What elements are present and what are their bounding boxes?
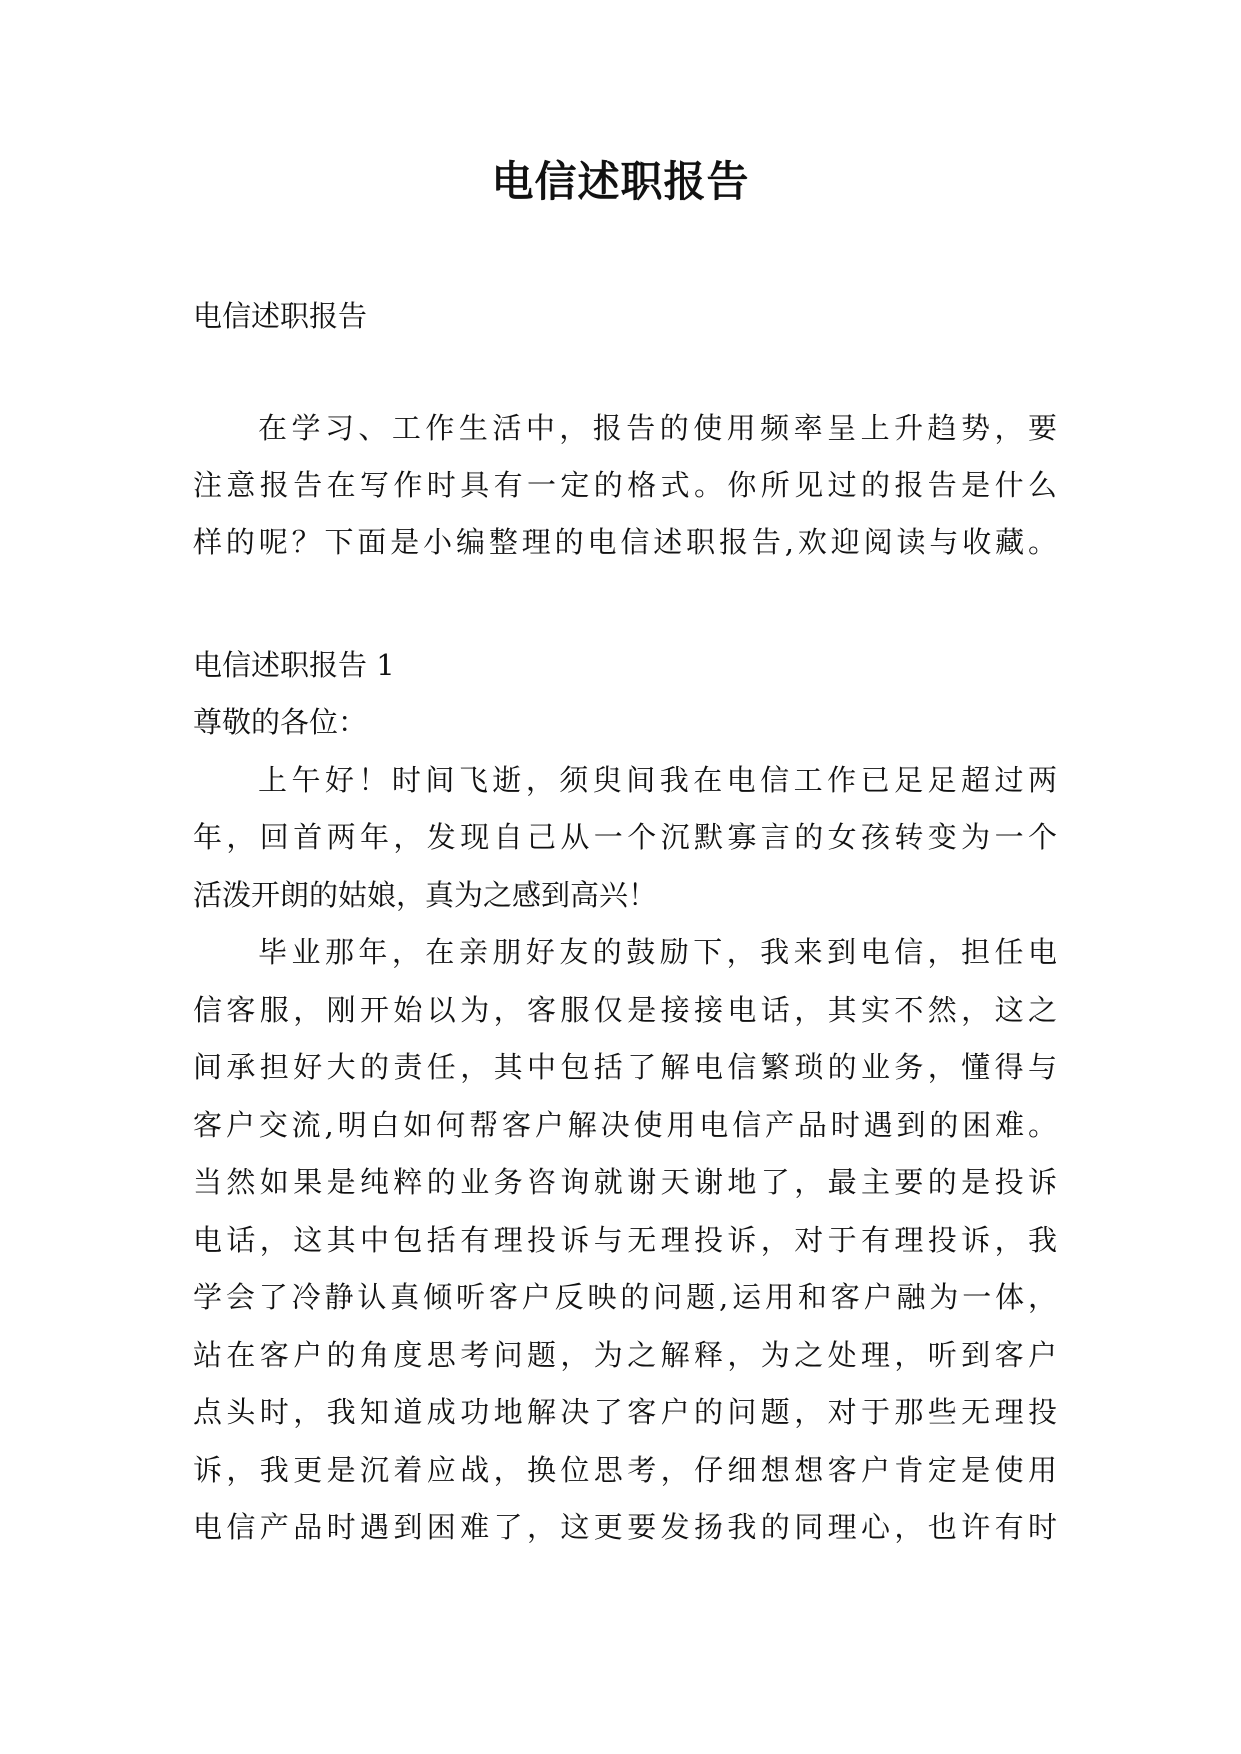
paragraph-line: 客户交流,明白如何帮客户解决使用电信产品时遇到的困难。: [193, 1108, 1057, 1142]
document-title: 电信述职报告: [491, 157, 750, 206]
document-subtitle: 电信述职报告: [193, 299, 368, 333]
paragraph-line: 活泼开朗的姑娘，真为之感到高兴！: [193, 878, 658, 912]
salutation: 尊敬的各位：: [193, 705, 368, 739]
paragraph-line: 年，回首两年，发现自己从一个沉默寡言的女孩转变为一个: [193, 820, 1057, 854]
paragraph-line: 上午好！时间飞逝，须臾间我在电信工作已足足超过两: [258, 763, 1057, 797]
paragraph-line: 间承担好大的责任，其中包括了解电信繁琐的业务，懂得与: [193, 1050, 1057, 1084]
section-title: 电信述职报告 1: [193, 648, 395, 682]
paragraph-line: 电话，这其中包括有理投诉与无理投诉，对于有理投诉，我: [193, 1223, 1057, 1257]
intro-line: 样的呢？下面是小编整理的电信述职报告,欢迎阅读与收藏。: [193, 525, 1057, 559]
intro-line: 注意报告在写作时具有一定的格式。你所见过的报告是什么: [193, 468, 1057, 502]
paragraph-line: 当然如果是纯粹的业务咨询就谢天谢地了，最主要的是投诉: [193, 1165, 1057, 1199]
paragraph-line: 信客服，刚开始以为，客服仅是接接电话，其实不然，这之: [193, 993, 1057, 1027]
paragraph-line: 站在客户的角度思考问题，为之解释，为之处理，听到客户: [193, 1338, 1057, 1372]
intro-line: 在学习、工作生活中，报告的使用频率呈上升趋势，要: [258, 411, 1057, 445]
paragraph-line: 诉，我更是沉着应战，换位思考，仔细想想客户肯定是使用: [193, 1453, 1057, 1487]
paragraph-line: 电信产品时遇到困难了，这更要发扬我的同理心，也许有时: [193, 1510, 1057, 1544]
paragraph-line: 点头时，我知道成功地解决了客户的问题，对于那些无理投: [193, 1395, 1057, 1429]
paragraph-line: 毕业那年，在亲朋好友的鼓励下，我来到电信，担任电: [258, 935, 1057, 969]
paragraph-line: 学会了冷静认真倾听客户反映的问题,运用和客户融为一体，: [193, 1280, 1057, 1314]
